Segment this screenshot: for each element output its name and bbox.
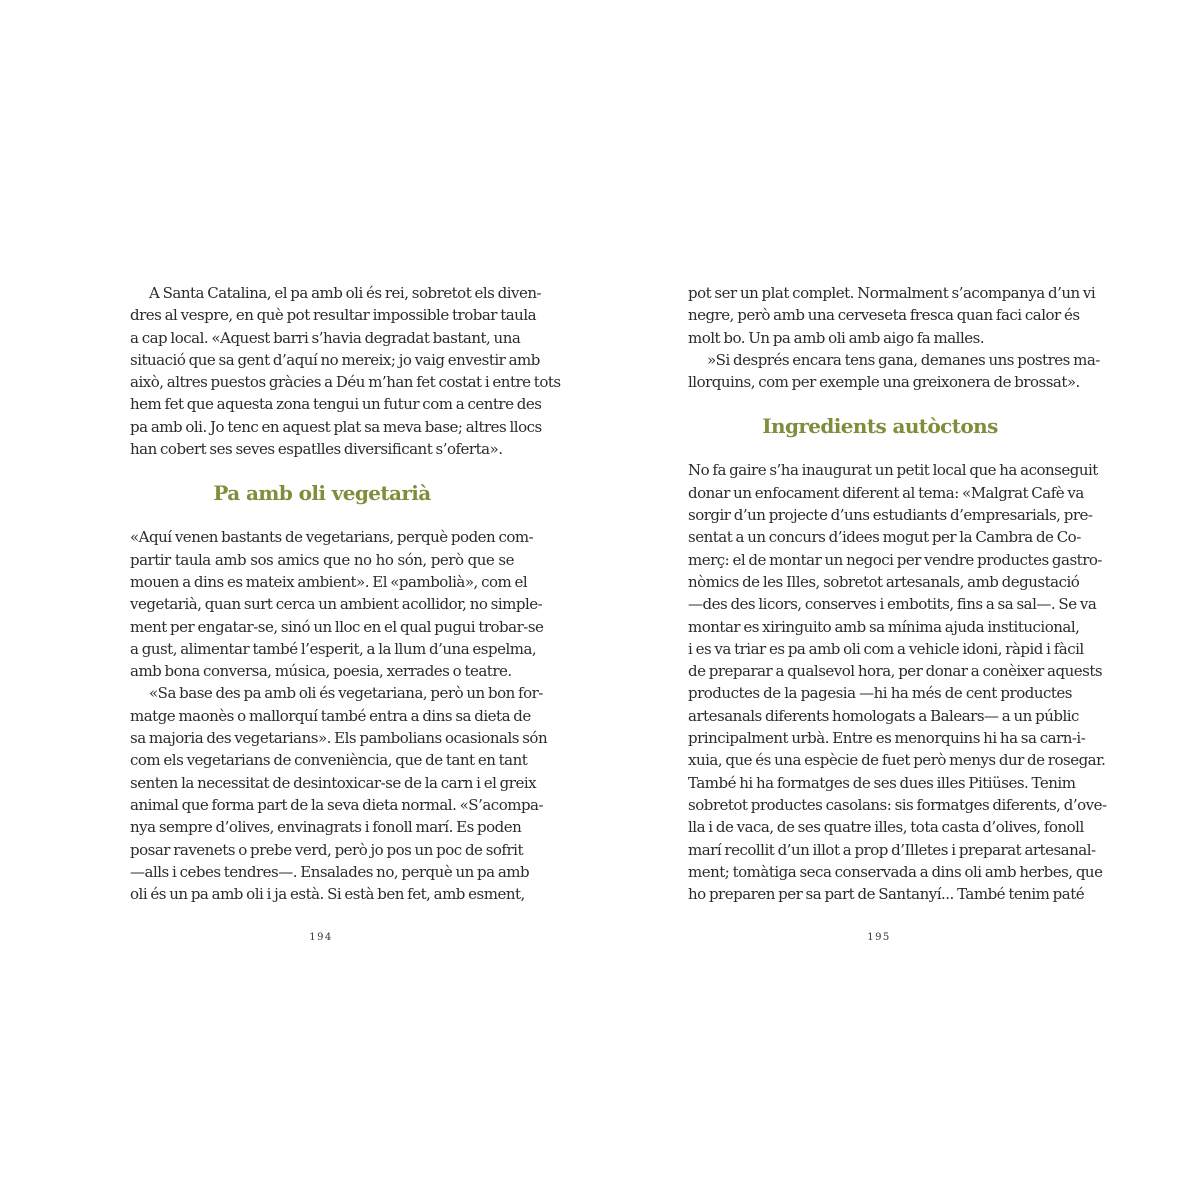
- section-heading-vegetarian: Pa amb oli vegetarià: [213, 481, 431, 506]
- text-line: mouen a dins es mateix ambient». El «pambolià», com el: [130, 572, 528, 591]
- text-line: nòmics de les Illes, sobretot artesanals, amb degustació: [688, 572, 1080, 591]
- text-line: ho preparen per sa part de Santanyí... També tenim paté: [688, 885, 1085, 904]
- text-line: posar ravenets o prebe verd, però jo pos un poc de sofrit: [130, 840, 523, 859]
- left-page-text-after: [130, 526, 548, 905]
- text-line: de preparar a qualsevol hora, per donar a conèixer aquests: [688, 662, 1103, 681]
- text-line: sentat a un concurs d’idees mogut per la Cambra de Co-: [688, 528, 1081, 547]
- text-line: marí recollit d’un illot a prop d’Illetes i preparat artesanal-: [688, 840, 1096, 859]
- text-line: lla i de vaca, de ses quatre illes, tota casta d’olives, fonoll: [688, 818, 1084, 837]
- text-line: —alls i cebes tendres—. Ensalades no, perquè un pa amb: [130, 862, 530, 881]
- section-heading-ingredients: Ingredients autòctons: [762, 414, 998, 439]
- text-line: situació que sa gent d’aquí no mereix; jo vaig envestir amb: [130, 350, 540, 369]
- text-line: A Santa Catalina, el pa amb oli és rei, sobretot els diven-: [149, 284, 542, 302]
- text-line: això, altres puestos gràcies a Déu m’han fet costat i entre tots: [130, 373, 561, 392]
- text-line: principalment urbà. Entre es menorquins hi ha sa carn-i-: [688, 729, 1086, 748]
- text-line: nya sempre d’olives, envinagrats i fonoll marí. Es poden: [130, 818, 522, 837]
- text-line: senten la necessitat de desintoxicar-se de la carn i el greix: [130, 773, 537, 792]
- paragraph: [130, 526, 544, 682]
- text-line: sorgir d’un projecte d’uns estudiants d’empresarials, pre-: [688, 506, 1093, 525]
- left-page: [130, 282, 561, 905]
- text-line: negre, però amb una cerveseta fresca quan faci calor és: [688, 306, 1080, 325]
- text-line: »Si després encara tens gana, demanes uns postres ma-: [707, 350, 1100, 369]
- left-page-text-before: [130, 282, 561, 460]
- text-line: amb bona conversa, música, poesia, xerrades o teatre.: [130, 662, 512, 681]
- paragraph: [688, 349, 1100, 394]
- text-line: productes de la pagesia —hi ha més de cent productes: [688, 684, 1072, 703]
- text-line: oli és un pa amb oli i ja està. Si està ben fet, amb esment,: [130, 885, 525, 904]
- text-line: sobretot productes casolans: sis formatges diferents, d’ove-: [688, 795, 1107, 814]
- page-number-right: 195: [867, 932, 891, 943]
- paragraph: [688, 459, 1107, 905]
- text-line: donar un enfocament diferent al tema: «Malgrat Cafè va: [688, 483, 1084, 502]
- right-page-text-after: [688, 459, 1107, 905]
- text-line: No fa gaire s’ha inaugurat un petit local que ha aconseguit: [688, 461, 1098, 480]
- text-line: a gust, alimentar també l’esperit, a la llum d’una espelma,: [130, 639, 537, 658]
- text-line: i es va triar es pa amb oli com a vehicle idoni, ràpid i fàcil: [688, 639, 1084, 658]
- text-line: molt bo. Un pa amb oli amb aigo fa malles.: [688, 328, 985, 347]
- text-line: ment per engatar-se, sinó un lloc en el qual pugui trobar-se: [130, 617, 544, 636]
- text-line: vegetarià, quan surt cerca un ambient acollidor, no simple-: [130, 595, 543, 614]
- text-line: També hi ha formatges de ses dues illes Pitiüses. Tenim: [688, 773, 1076, 792]
- text-line: pot ser un plat complet. Normalment s’acompanya d’un vi: [688, 284, 1096, 302]
- text-line: «Sa base des pa amb oli és vegetariana, però un bon for-: [149, 684, 543, 703]
- text-line: animal que forma part de la seva dieta normal. «S’acompa-: [130, 795, 544, 814]
- text-line: llorquins, com per exemple una greixonera de brossat».: [688, 373, 1080, 392]
- text-line: hem fet que aquesta zona tengui un futur com a centre des: [130, 395, 542, 414]
- text-line: sa majoria des vegetarians». Els pambolians ocasionals són: [130, 729, 548, 748]
- text-line: xuia, que és una espècie de fuet però menys dur de rosegar.: [688, 751, 1106, 770]
- text-line: merç: el de montar un negoci per vendre productes gastro-: [688, 550, 1102, 569]
- right-page-text-before: [688, 282, 1100, 393]
- paragraph: [688, 282, 1096, 349]
- text-line: dres al vespre, en què pot resultar impossible trobar taula: [130, 306, 537, 325]
- paragraph: [130, 282, 561, 460]
- text-line: com els vegetarians de conveniència, que de tant en tant: [130, 751, 528, 770]
- text-line: ment; tomàtiga seca conservada a dins oli amb herbes, que: [688, 862, 1103, 881]
- text-line: artesanals diferents homologats a Balears— a un públic: [688, 706, 1079, 725]
- text-line: montar es xiringuito amb sa mínima ajuda institucional,: [688, 617, 1080, 636]
- text-line: matge maonès o mallorquí també entra a dins sa dieta de: [130, 706, 531, 725]
- paragraph: [130, 682, 548, 905]
- text-line: partir taula amb sos amics que no ho són, però que se: [130, 550, 514, 569]
- page-number-left: 194: [309, 932, 333, 943]
- text-line: —des des licors, conserves i embotits, fins a sa sal—. Se va: [688, 595, 1097, 614]
- text-line: a cap local. «Aquest barri s’havia degradat bastant, una: [130, 328, 521, 347]
- text-line: «Aquí venen bastants de vegetarians, perquè poden com-: [130, 528, 534, 547]
- text-line: han cobert ses seves espatlles diversificant s’oferta».: [130, 440, 503, 459]
- right-page: [688, 282, 1107, 905]
- text-line: pa amb oli. Jo tenc en aquest plat sa meva base; altres llocs: [130, 417, 542, 436]
